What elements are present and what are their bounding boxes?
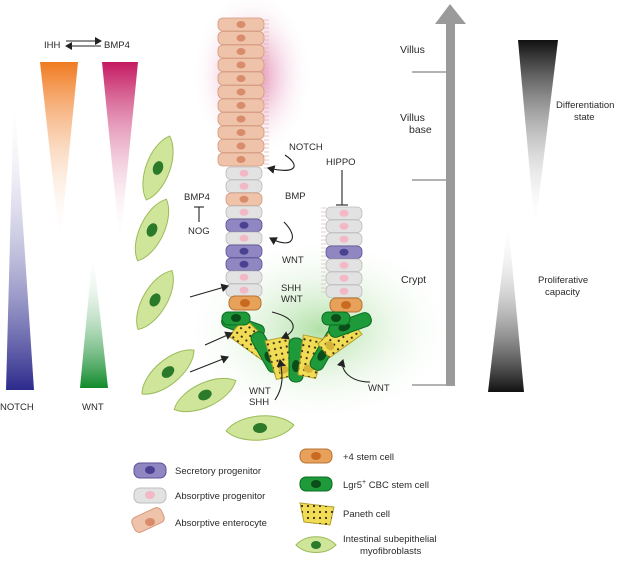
- enterocyte-cell: [218, 59, 264, 72]
- absorptive-progenitor-cell: [226, 167, 262, 180]
- myofibroblast-cell: [128, 265, 183, 336]
- enterocyte-cell: [218, 99, 264, 112]
- absorptive-progenitor-cell: [226, 271, 262, 284]
- svg-text:Intestinal subepithelial: Intestinal subepithelial: [343, 534, 437, 545]
- axis-villus-base-1: Villus: [400, 112, 425, 124]
- secretory-progenitor-cell: [226, 245, 262, 258]
- axis-villus: Villus: [400, 44, 425, 56]
- proliferative-gradient: [488, 220, 524, 392]
- cbc-stem-cell: [222, 312, 250, 325]
- svg-text:Absorptive progenitor: Absorptive progenitor: [175, 491, 266, 502]
- cbc-stem-cell: [322, 312, 350, 325]
- absorptive-progenitor-cell: [326, 220, 362, 233]
- enterocyte-cell: [218, 140, 264, 153]
- label-hippo: HIPPO: [326, 157, 356, 168]
- secretory-progenitor-cell: [326, 246, 362, 259]
- legend-plus4: [300, 449, 394, 463]
- bmp4-gradient: [102, 62, 138, 245]
- label-ihh: IHH: [44, 40, 61, 51]
- label-nog: NOG: [188, 226, 210, 237]
- ihh-gradient: [40, 62, 78, 245]
- label-differentiation-1: Differentiation: [556, 100, 615, 111]
- absorptive-progenitor-cell: [326, 272, 362, 285]
- label-bmp4-mid: BMP4: [184, 192, 210, 203]
- enterocyte-cell: [218, 153, 264, 166]
- absorptive-progenitor-cell: [226, 206, 262, 219]
- secretory-progenitor-cell: [226, 258, 262, 271]
- enterocyte-cell: [218, 45, 264, 58]
- enterocyte-cell: [218, 113, 264, 126]
- enterocyte-cell: [218, 86, 264, 99]
- crypt-left-wall: [226, 167, 262, 297]
- absorptive-progenitor-cell: [226, 180, 262, 193]
- svg-text:myofibroblasts: myofibroblasts: [360, 546, 422, 557]
- label-shh-bottom: SHH: [249, 397, 270, 408]
- notch-gradient: [6, 90, 34, 390]
- enterocyte-cell: [226, 193, 262, 206]
- axis-villus-base-2: base: [409, 124, 432, 136]
- label-bmp4-top: BMP4: [104, 40, 130, 51]
- label-proliferative-1: Proliferative: [538, 275, 589, 286]
- label-wnt-mid: WNT: [282, 255, 304, 266]
- legend-paneth: [300, 503, 390, 525]
- enterocyte-cell: [218, 32, 264, 45]
- ihh-bmp4-exchange-arrows: [66, 41, 101, 46]
- absorptive-progenitor-cell: [326, 285, 362, 298]
- label-proliferative-2: capacity: [545, 287, 580, 298]
- label-bmp: BMP: [285, 191, 306, 202]
- enterocyte-cell: [218, 18, 264, 31]
- label-wnt-right: WNT: [368, 383, 390, 394]
- legend-cbc: [300, 477, 429, 491]
- legend: [130, 449, 436, 557]
- enterocyte-cell: [218, 126, 264, 139]
- absorptive-progenitor-cell: [326, 233, 362, 246]
- label-notch-left: NOTCH: [0, 402, 34, 413]
- myofibroblast-cell: [135, 132, 181, 204]
- label-wnt-left: WNT: [82, 402, 104, 413]
- differentiation-gradient: [518, 40, 558, 230]
- label-wnt-bottom: WNT: [249, 386, 271, 397]
- absorptive-progenitor-cell: [226, 284, 262, 297]
- svg-text:Secretory progenitor: Secretory progenitor: [175, 466, 262, 477]
- svg-text:+4 stem cell: +4 stem cell: [343, 452, 394, 463]
- wnt-gradient: [80, 250, 108, 388]
- svg-text:Paneth cell: Paneth cell: [343, 509, 391, 520]
- enterocyte-cell: [218, 72, 264, 85]
- svg-text:Absorptive enterocyte: Absorptive enterocyte: [175, 518, 267, 529]
- axis-crypt: Crypt: [401, 274, 427, 286]
- legend-myofibroblast: [296, 534, 436, 557]
- label-shh-top: SHH: [281, 283, 302, 294]
- secretory-progenitor-cell: [226, 219, 262, 232]
- absorptive-progenitor-cell: [226, 232, 262, 245]
- legend-absorptive-progenitor: [134, 488, 265, 503]
- absorptive-progenitor-cell: [326, 207, 362, 220]
- myofibroblast-cell: [127, 194, 177, 266]
- legend-secretory: [134, 463, 261, 478]
- label-differentiation-2: state: [574, 112, 595, 123]
- villus-cells: [218, 18, 269, 168]
- label-notch-mid: NOTCH: [289, 142, 323, 153]
- absorptive-progenitor-cell: [326, 259, 362, 272]
- label-wnt-top: WNT: [281, 294, 303, 305]
- legend-enterocyte: [130, 506, 267, 534]
- svg-text:Lgr5+ CBC stem cell: Lgr5+ CBC stem cell: [343, 479, 429, 491]
